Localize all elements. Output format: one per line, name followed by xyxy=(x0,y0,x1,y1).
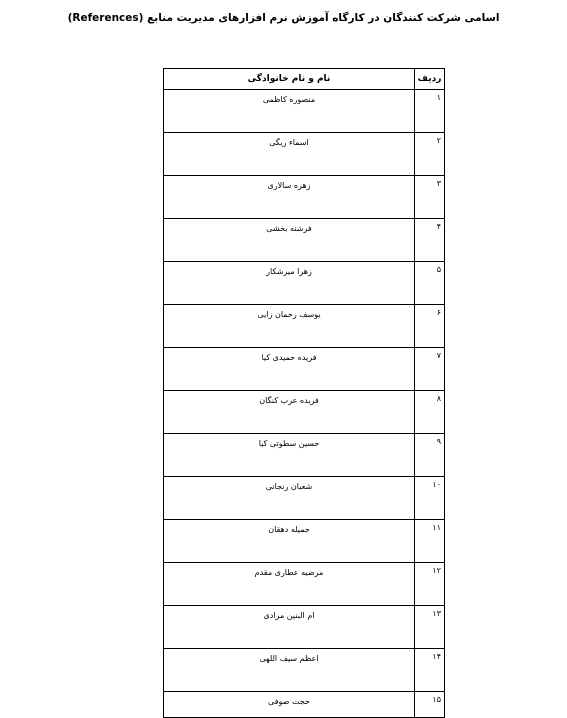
table-row xyxy=(164,692,445,718)
table-row xyxy=(164,391,445,434)
row-number-cell: ۷ xyxy=(415,348,445,391)
table-row xyxy=(164,649,445,692)
participant-name-cell: فرشته بخشی xyxy=(164,219,415,262)
participant-name-cell: زهره سالاری xyxy=(164,176,415,219)
table-row xyxy=(164,348,445,391)
row-number-cell: ۶ xyxy=(415,305,445,348)
participant-name-cell: مرضیه عطاری مقدم xyxy=(164,563,415,606)
table-row xyxy=(164,434,445,477)
row-number-cell: ۴ xyxy=(415,219,445,262)
participant-name-cell: شعبان رنجانی xyxy=(164,477,415,520)
table-row xyxy=(164,563,445,606)
row-number-cell: ۱۰ xyxy=(415,477,445,520)
page-title: اسامی شرکت کنندگان در کارگاه آموزش نرم افزارهای مدیریت منابع (References) xyxy=(67,12,500,24)
participant-name-cell: اسماء ریگی xyxy=(164,133,415,176)
row-number-cell: ۱ xyxy=(415,90,445,133)
participant-name-cell: حسین سطوتی کیا xyxy=(164,434,415,477)
table-row xyxy=(164,133,445,176)
table-row xyxy=(164,90,445,133)
participant-name-cell: یوسف رحمان زایی xyxy=(164,305,415,348)
table-row xyxy=(164,520,445,563)
participant-name-cell: فریده عرب کنگان xyxy=(164,391,415,434)
table-row xyxy=(164,477,445,520)
participant-name-cell: ام البنین مرادی xyxy=(164,606,415,649)
table-row xyxy=(164,262,445,305)
table-row xyxy=(164,606,445,649)
header-row-number: ردیف xyxy=(415,69,445,90)
row-number-cell: ۸ xyxy=(415,391,445,434)
table-row xyxy=(164,305,445,348)
row-number-cell: ۹ xyxy=(415,434,445,477)
participant-name-cell: جمیله دهقان xyxy=(164,520,415,563)
participant-name-cell: فریده حمیدی کیا xyxy=(164,348,415,391)
row-number-cell: ۵ xyxy=(415,262,445,305)
table-body xyxy=(164,90,445,718)
participant-name-cell: منصوره کاظمی xyxy=(164,90,415,133)
table-header-row xyxy=(164,69,445,90)
table-row xyxy=(164,176,445,219)
table-row xyxy=(164,219,445,262)
row-number-cell: ۳ xyxy=(415,176,445,219)
participant-name-cell: زهرا میرشکار xyxy=(164,262,415,305)
participants-table xyxy=(163,68,445,718)
header-full-name: نام و نام خانوادگی xyxy=(164,69,415,90)
row-number-cell: ۱۴ xyxy=(415,649,445,692)
row-number-cell: ۱۲ xyxy=(415,563,445,606)
row-number-cell: ۱۵ xyxy=(415,692,445,718)
row-number-cell: ۲ xyxy=(415,133,445,176)
participant-name-cell: حجت صوفی xyxy=(164,692,415,718)
row-number-cell: ۱۳ xyxy=(415,606,445,649)
participant-name-cell: اعظم سیف اللهی xyxy=(164,649,415,692)
row-number-cell: ۱۱ xyxy=(415,520,445,563)
